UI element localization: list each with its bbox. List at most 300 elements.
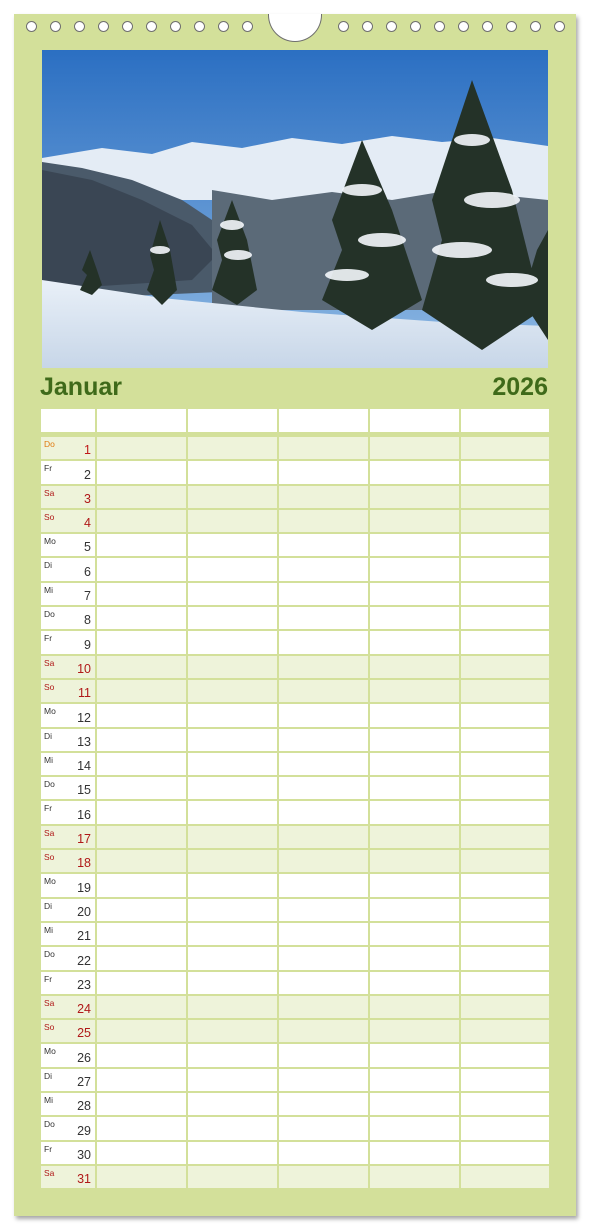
weekday-label: Di: [44, 560, 53, 571]
day-label-cell: [41, 850, 95, 872]
entry-cell[interactable]: [97, 656, 186, 678]
entry-cell[interactable]: [188, 972, 277, 994]
day-number: 26: [77, 1050, 91, 1065]
weekday-label: Do: [44, 949, 55, 960]
entry-cell[interactable]: [97, 1142, 186, 1164]
weekday-label: Mi: [44, 754, 53, 765]
entry-cell[interactable]: [279, 972, 368, 994]
entry-cell[interactable]: [188, 850, 277, 872]
day-label-cell: [41, 996, 95, 1018]
day-row: [41, 777, 549, 799]
entry-cell[interactable]: [97, 680, 186, 702]
day-row: [41, 680, 549, 702]
day-label-cell: [41, 1069, 95, 1091]
day-row: [41, 1142, 549, 1164]
day-number: 18: [77, 856, 91, 871]
day-label-cell: [41, 510, 95, 532]
weekday-label: Mi: [44, 924, 53, 935]
entry-cell[interactable]: [188, 583, 277, 605]
entry-cell[interactable]: [97, 510, 186, 532]
entry-cell[interactable]: [188, 729, 277, 751]
day-row: [41, 704, 549, 726]
day-number: 27: [77, 1075, 91, 1090]
day-row: [41, 899, 549, 921]
entry-cell[interactable]: [97, 996, 186, 1018]
day-label-cell: [41, 534, 95, 556]
entry-cell[interactable]: [461, 777, 549, 799]
entry-cell[interactable]: [279, 874, 368, 896]
entry-cell[interactable]: [461, 1142, 549, 1164]
entry-cell[interactable]: [279, 753, 368, 775]
binding-hole: [122, 21, 133, 32]
day-label-cell: [41, 729, 95, 751]
header-cell[interactable]: [370, 409, 459, 432]
entry-cell[interactable]: [370, 631, 459, 653]
day-label-cell: [41, 1117, 95, 1139]
entry-cell[interactable]: [97, 437, 186, 459]
weekday-label: Do: [44, 779, 55, 790]
day-number: 12: [77, 710, 91, 725]
entry-cell[interactable]: [461, 534, 549, 556]
day-number: 10: [77, 661, 91, 676]
day-label-cell: [41, 923, 95, 945]
entry-cell[interactable]: [188, 558, 277, 580]
entry-cell[interactable]: [279, 680, 368, 702]
entry-cell[interactable]: [370, 1142, 459, 1164]
entry-cell[interactable]: [370, 437, 459, 459]
entry-cell[interactable]: [97, 801, 186, 823]
entry-cell[interactable]: [370, 534, 459, 556]
entry-cell[interactable]: [97, 972, 186, 994]
day-row: [41, 1093, 549, 1115]
day-row: [41, 510, 549, 532]
day-row: [41, 972, 549, 994]
entry-cell[interactable]: [279, 1117, 368, 1139]
entry-cell[interactable]: [97, 631, 186, 653]
weekday-label: Sa: [44, 487, 55, 498]
binding-hole: [506, 21, 517, 32]
binding-hole: [338, 21, 349, 32]
day-row: [41, 534, 549, 556]
day-row: [41, 461, 549, 483]
entry-cell[interactable]: [97, 777, 186, 799]
day-label-cell: [41, 777, 95, 799]
entry-cell[interactable]: [370, 947, 459, 969]
entry-cell[interactable]: [279, 777, 368, 799]
entry-cell[interactable]: [188, 874, 277, 896]
entry-cell[interactable]: [188, 1020, 277, 1042]
entry-cell[interactable]: [370, 607, 459, 629]
entry-cell[interactable]: [461, 1166, 549, 1188]
day-label-cell: [41, 899, 95, 921]
entry-cell[interactable]: [370, 899, 459, 921]
entry-cell[interactable]: [461, 972, 549, 994]
entry-cell[interactable]: [461, 996, 549, 1018]
weekday-label: Fr: [44, 463, 53, 474]
day-row: [41, 558, 549, 580]
entry-cell[interactable]: [97, 1020, 186, 1042]
day-row: [41, 923, 549, 945]
entry-cell[interactable]: [370, 1069, 459, 1091]
day-number: 15: [77, 783, 91, 798]
entry-cell[interactable]: [97, 1117, 186, 1139]
day-number: 5: [84, 540, 91, 555]
entry-cell[interactable]: [461, 850, 549, 872]
day-number: 6: [84, 564, 91, 579]
entry-cell[interactable]: [279, 631, 368, 653]
entry-cell[interactable]: [461, 1117, 549, 1139]
day-label-cell: [41, 656, 95, 678]
weekday-label: Mo: [44, 536, 56, 547]
day-label-cell: [41, 680, 95, 702]
entry-cell[interactable]: [188, 826, 277, 848]
day-label-cell: [41, 1020, 95, 1042]
entry-cell[interactable]: [279, 899, 368, 921]
entry-cell[interactable]: [188, 1142, 277, 1164]
entry-cell[interactable]: [97, 486, 186, 508]
calendar-grid: [41, 409, 549, 1190]
entry-cell[interactable]: [370, 826, 459, 848]
entry-cell[interactable]: [370, 996, 459, 1018]
entry-cell[interactable]: [97, 826, 186, 848]
day-row: [41, 631, 549, 653]
entry-cell[interactable]: [97, 1166, 186, 1188]
day-row: [41, 729, 549, 751]
entry-cell[interactable]: [461, 680, 549, 702]
day-label-cell: [41, 437, 95, 459]
day-number: 1: [84, 443, 91, 458]
day-row: [41, 437, 549, 459]
weekday-label: Di: [44, 1070, 53, 1081]
day-number: 9: [84, 637, 91, 652]
weekday-label: Sa: [44, 997, 55, 1008]
entry-cell[interactable]: [279, 826, 368, 848]
day-number: 23: [77, 977, 91, 992]
day-row: [41, 1044, 549, 1066]
day-label-cell: [41, 753, 95, 775]
day-row: [41, 947, 549, 969]
binding-hole: [458, 21, 469, 32]
entry-cell[interactable]: [188, 1069, 277, 1091]
entry-cell[interactable]: [461, 1093, 549, 1115]
entry-cell[interactable]: [188, 753, 277, 775]
entry-cell[interactable]: [370, 1117, 459, 1139]
day-row: [41, 801, 549, 823]
binding-hole: [386, 21, 397, 32]
entry-cell[interactable]: [97, 461, 186, 483]
entry-cell[interactable]: [461, 1044, 549, 1066]
day-label-cell: [41, 1142, 95, 1164]
weekday-label: Mi: [44, 1095, 53, 1106]
header-cell[interactable]: [461, 409, 549, 432]
entry-cell[interactable]: [188, 923, 277, 945]
day-number: 7: [84, 589, 91, 604]
entry-cell[interactable]: [279, 704, 368, 726]
entry-cell[interactable]: [188, 680, 277, 702]
day-label-cell: [41, 1093, 95, 1115]
day-number: 11: [78, 686, 91, 701]
weekday-label: Mo: [44, 1046, 56, 1057]
weekday-label: Fr: [44, 1143, 53, 1154]
snowy-mountain-photo: [42, 50, 548, 368]
day-number: 3: [84, 491, 91, 506]
day-number: 19: [77, 880, 91, 895]
weekday-label: So: [44, 511, 55, 522]
entry-cell[interactable]: [188, 1117, 277, 1139]
day-row: [41, 850, 549, 872]
weekday-label: Sa: [44, 827, 55, 838]
weekday-label: Mi: [44, 584, 53, 595]
entry-cell[interactable]: [279, 729, 368, 751]
entry-cell[interactable]: [461, 753, 549, 775]
day-number: 2: [84, 467, 91, 482]
binding-hole: [242, 21, 253, 32]
entry-cell[interactable]: [461, 583, 549, 605]
entry-cell[interactable]: [279, 1044, 368, 1066]
day-label-cell: [41, 801, 95, 823]
entry-cell[interactable]: [188, 437, 277, 459]
entry-cell[interactable]: [188, 996, 277, 1018]
entry-cell[interactable]: [461, 704, 549, 726]
entry-cell[interactable]: [461, 801, 549, 823]
day-number: 30: [77, 1147, 91, 1162]
entry-cell[interactable]: [279, 947, 368, 969]
entry-cell[interactable]: [188, 777, 277, 799]
entry-cell[interactable]: [279, 850, 368, 872]
entry-cell[interactable]: [461, 437, 549, 459]
binding-hole: [50, 21, 61, 32]
entry-cell[interactable]: [279, 1142, 368, 1164]
entry-cell[interactable]: [279, 461, 368, 483]
entry-cell[interactable]: [461, 1020, 549, 1042]
entry-cell[interactable]: [370, 1166, 459, 1188]
day-label-cell: [41, 607, 95, 629]
day-number: 16: [77, 807, 91, 822]
entry-cell[interactable]: [188, 704, 277, 726]
day-number: 8: [84, 613, 91, 628]
entry-cell[interactable]: [461, 1069, 549, 1091]
weekday-label: Do: [44, 1119, 55, 1130]
entry-cell[interactable]: [370, 656, 459, 678]
entry-cell[interactable]: [97, 607, 186, 629]
day-label-cell: [41, 972, 95, 994]
header-cell[interactable]: [41, 409, 95, 432]
entry-cell[interactable]: [188, 607, 277, 629]
entry-cell[interactable]: [370, 801, 459, 823]
header-cell[interactable]: [279, 409, 368, 432]
weekday-label: Di: [44, 900, 53, 911]
entry-cell[interactable]: [97, 558, 186, 580]
entry-cell[interactable]: [97, 583, 186, 605]
binding-hole: [170, 21, 181, 32]
entry-cell[interactable]: [279, 996, 368, 1018]
entry-cell[interactable]: [279, 1166, 368, 1188]
entry-cell[interactable]: [279, 558, 368, 580]
entry-cell[interactable]: [279, 801, 368, 823]
entry-cell[interactable]: [279, 1020, 368, 1042]
entry-cell[interactable]: [370, 753, 459, 775]
binding-hole: [530, 21, 541, 32]
day-label-cell: [41, 461, 95, 483]
entry-cell[interactable]: [370, 972, 459, 994]
entry-cell[interactable]: [370, 1020, 459, 1042]
weekday-label: Do: [44, 609, 55, 620]
day-number: 4: [84, 516, 91, 531]
day-number: 17: [77, 832, 91, 847]
day-row: [41, 656, 549, 678]
entry-cell[interactable]: [188, 486, 277, 508]
entry-cell[interactable]: [370, 486, 459, 508]
entry-cell[interactable]: [97, 534, 186, 556]
entry-cell[interactable]: [188, 1044, 277, 1066]
day-row: [41, 607, 549, 629]
entry-cell[interactable]: [279, 923, 368, 945]
binding-hole: [554, 21, 565, 32]
weekday-label: Di: [44, 730, 53, 741]
binding-hole: [362, 21, 373, 32]
entry-cell[interactable]: [461, 607, 549, 629]
entry-cell[interactable]: [370, 558, 459, 580]
entry-cell[interactable]: [188, 631, 277, 653]
entry-cell[interactable]: [188, 899, 277, 921]
weekday-label: So: [44, 681, 55, 692]
day-label-cell: [41, 1044, 95, 1066]
binding-hole: [98, 21, 109, 32]
day-row: [41, 1020, 549, 1042]
weekday-label: So: [44, 1022, 55, 1033]
entry-cell[interactable]: [279, 510, 368, 532]
entry-cell[interactable]: [97, 850, 186, 872]
day-number: 20: [77, 904, 91, 919]
day-row: [41, 753, 549, 775]
entry-cell[interactable]: [370, 850, 459, 872]
binding-hole: [434, 21, 445, 32]
day-label-cell: [41, 631, 95, 653]
entry-cell[interactable]: [370, 1044, 459, 1066]
entry-cell[interactable]: [279, 583, 368, 605]
entry-cell[interactable]: [370, 777, 459, 799]
day-number: 22: [77, 953, 91, 968]
entry-cell[interactable]: [97, 1044, 186, 1066]
entry-cell[interactable]: [279, 486, 368, 508]
entry-cell[interactable]: [188, 1166, 277, 1188]
day-row: [41, 874, 549, 896]
entry-cell[interactable]: [370, 583, 459, 605]
entry-cell[interactable]: [461, 947, 549, 969]
entry-cell[interactable]: [279, 607, 368, 629]
header-cell[interactable]: [97, 409, 186, 432]
year-title: 2026: [492, 373, 548, 401]
entry-cell[interactable]: [370, 1093, 459, 1115]
binding-hole: [146, 21, 157, 32]
entry-cell[interactable]: [461, 461, 549, 483]
entry-cell[interactable]: [461, 826, 549, 848]
day-row: [41, 1117, 549, 1139]
weekday-label: Fr: [44, 973, 53, 984]
entry-cell[interactable]: [97, 1093, 186, 1115]
entry-cell[interactable]: [370, 923, 459, 945]
entry-cell[interactable]: [188, 801, 277, 823]
entry-cell[interactable]: [370, 729, 459, 751]
entry-cell[interactable]: [461, 874, 549, 896]
weekday-label: Mo: [44, 706, 56, 717]
weekday-label: Fr: [44, 803, 53, 814]
weekday-label: Sa: [44, 657, 55, 668]
entry-cell[interactable]: [461, 899, 549, 921]
day-label-cell: [41, 1166, 95, 1188]
day-label-cell: [41, 486, 95, 508]
weekday-label: Fr: [44, 633, 53, 644]
entry-cell[interactable]: [461, 510, 549, 532]
day-label-cell: [41, 874, 95, 896]
header-cell[interactable]: [188, 409, 277, 432]
entry-cell[interactable]: [279, 1069, 368, 1091]
binding-hole: [482, 21, 493, 32]
entry-cell[interactable]: [188, 1093, 277, 1115]
binding-hole: [26, 21, 37, 32]
day-row: [41, 826, 549, 848]
entry-cell[interactable]: [97, 729, 186, 751]
day-row: [41, 1069, 549, 1091]
month-title: Januar: [40, 373, 122, 401]
entry-cell[interactable]: [370, 461, 459, 483]
entry-cell[interactable]: [188, 461, 277, 483]
entry-cell[interactable]: [188, 510, 277, 532]
day-number: 25: [77, 1026, 91, 1041]
day-label-cell: [41, 826, 95, 848]
entry-cell[interactable]: [279, 1093, 368, 1115]
day-row: [41, 996, 549, 1018]
header-row: [41, 409, 549, 432]
entry-cell[interactable]: [97, 874, 186, 896]
entry-cell[interactable]: [97, 753, 186, 775]
entry-cell[interactable]: [188, 656, 277, 678]
entry-cell[interactable]: [97, 923, 186, 945]
day-row: [41, 1166, 549, 1188]
entry-cell[interactable]: [279, 437, 368, 459]
entry-cell[interactable]: [461, 486, 549, 508]
entry-cell[interactable]: [461, 558, 549, 580]
entry-cell[interactable]: [279, 534, 368, 556]
weekday-label: So: [44, 852, 55, 863]
entry-cell[interactable]: [188, 947, 277, 969]
day-label-cell: [41, 704, 95, 726]
entry-cell[interactable]: [461, 631, 549, 653]
entry-cell[interactable]: [461, 656, 549, 678]
entry-cell[interactable]: [461, 923, 549, 945]
weekday-label: Mo: [44, 876, 56, 887]
entry-cell[interactable]: [370, 680, 459, 702]
binding-hole: [194, 21, 205, 32]
weekday-label: Do: [44, 439, 55, 449]
day-label-cell: [41, 947, 95, 969]
day-number: 31: [77, 1172, 91, 1187]
entry-cell[interactable]: [461, 729, 549, 751]
entry-cell[interactable]: [97, 947, 186, 969]
entry-cell[interactable]: [97, 704, 186, 726]
entry-cell[interactable]: [279, 656, 368, 678]
day-label-cell: [41, 558, 95, 580]
entry-cell[interactable]: [370, 874, 459, 896]
entry-cell[interactable]: [370, 704, 459, 726]
binding-hole: [74, 21, 85, 32]
entry-cell[interactable]: [97, 1069, 186, 1091]
day-number: 21: [77, 929, 91, 944]
entry-cell[interactable]: [97, 899, 186, 921]
entry-cell[interactable]: [188, 534, 277, 556]
binding-hole: [218, 21, 229, 32]
entry-cell[interactable]: [370, 510, 459, 532]
